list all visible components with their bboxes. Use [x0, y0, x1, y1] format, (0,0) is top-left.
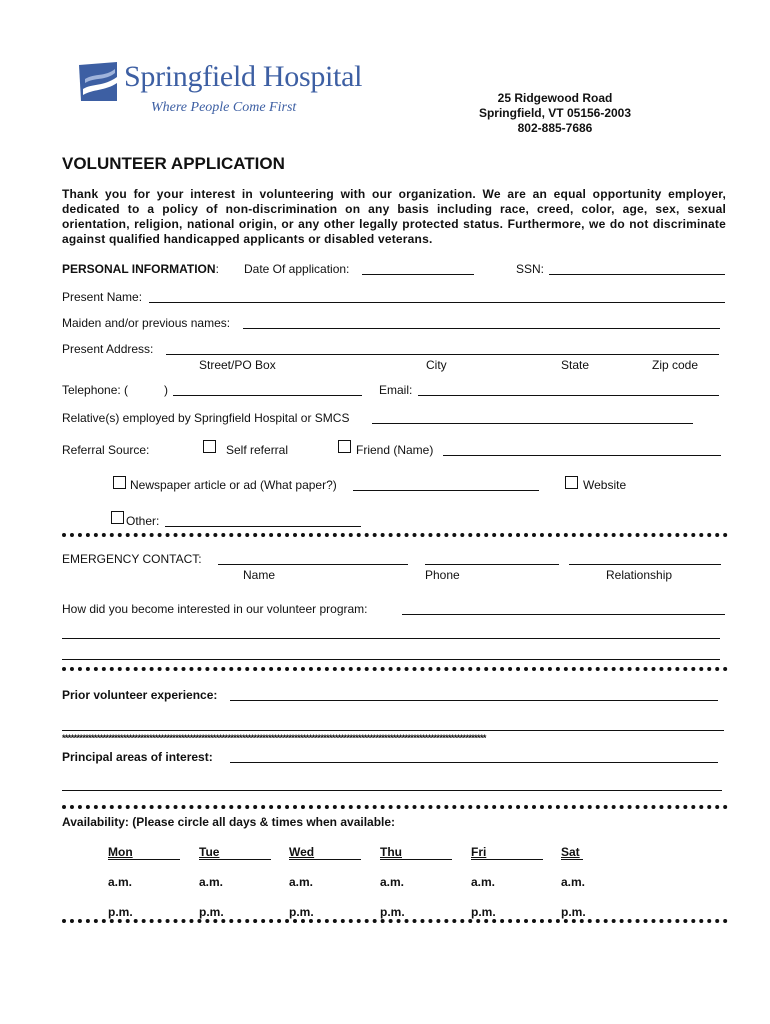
newspaper-label: Newspaper article or ad (What paper?) — [130, 478, 337, 492]
emergency-phone-field[interactable] — [425, 564, 559, 565]
intro-paragraph: Thank you for your interest in volunteering with our organization. We are an equal opportunity employer, dedicated to a policy of non-discrimination on any basis including race, creed, color, age, sex, sexual orientation, religion, national origin, or any other legally protected status. Furthermore, we do not discriminate against qualified handicapped applicants or disabled veterans. — [62, 187, 726, 246]
website-label: Website — [583, 478, 627, 492]
areas-of-interest-field-2[interactable] — [62, 790, 722, 791]
am-mon[interactable]: a.m. — [108, 875, 133, 889]
friend-checkbox[interactable] — [338, 440, 351, 453]
ssn-field[interactable] — [549, 274, 725, 275]
pm-sat[interactable]: p.m. — [561, 905, 586, 919]
am-sat[interactable]: a.m. — [561, 875, 586, 889]
personal-info-heading — [62, 262, 219, 276]
emergency-phone-sublabel: Phone — [425, 568, 460, 582]
day-underline — [199, 859, 271, 860]
street-sublabel: Street/PO Box — [199, 358, 276, 372]
page-title: VOLUNTEER APPLICATION — [62, 154, 285, 173]
emergency-name-field[interactable] — [218, 564, 408, 565]
address-line-1: 25 Ridgewood Road — [497, 91, 613, 105]
zip-sublabel: Zip code — [652, 358, 699, 372]
personal-info-label: PERSONAL INFORMATION — [62, 262, 216, 276]
friend-name-field[interactable] — [443, 455, 721, 456]
friend-label: Friend (Name) — [356, 443, 434, 457]
emergency-relationship-field[interactable] — [569, 564, 721, 565]
asterisk-divider: ************************************************************************************************************************************************** — [62, 733, 486, 743]
day-underline — [108, 859, 180, 860]
pm-fri[interactable]: p.m. — [471, 905, 496, 919]
other-field[interactable] — [165, 526, 361, 527]
email-field[interactable] — [418, 395, 719, 396]
personal-info-colon: : — [215, 262, 219, 276]
prior-experience-field-2[interactable] — [62, 730, 724, 731]
present-name-field[interactable] — [149, 302, 725, 303]
day-fri: Fri — [471, 845, 487, 859]
day-underline — [561, 859, 583, 860]
section-divider — [62, 533, 728, 537]
maiden-name-label: Maiden and/or previous names: — [62, 316, 231, 330]
telephone-paren-close: ) — [164, 383, 168, 397]
prior-experience-field-1[interactable] — [230, 700, 718, 701]
am-thu[interactable]: a.m. — [380, 875, 405, 889]
areas-of-interest-label: Principal areas of interest: — [62, 750, 213, 764]
interest-field-line-3[interactable] — [62, 659, 720, 660]
am-wed[interactable]: a.m. — [289, 875, 314, 889]
ssn-label: SSN: — [516, 262, 545, 276]
address-field[interactable] — [166, 354, 719, 355]
pm-wed[interactable]: p.m. — [289, 905, 314, 919]
other-checkbox[interactable] — [111, 511, 124, 524]
day-underline — [471, 859, 543, 860]
prior-experience-label: Prior volunteer experience: — [62, 688, 218, 702]
emergency-relationship-sublabel: Relationship — [606, 568, 673, 582]
address-label: Present Address: — [62, 342, 154, 356]
interest-field-line-2[interactable] — [62, 638, 720, 639]
relatives-label: Relative(s) employed by Springfield Hospital or SMCS — [62, 411, 350, 425]
pm-mon[interactable]: p.m. — [108, 905, 133, 919]
logo-wordmark: Springfield Hospital — [124, 60, 363, 93]
pm-tue[interactable]: p.m. — [199, 905, 224, 919]
am-fri[interactable]: a.m. — [471, 875, 496, 889]
self-referral-checkbox[interactable] — [203, 440, 216, 453]
website-checkbox[interactable] — [565, 476, 578, 489]
newspaper-field[interactable] — [353, 490, 539, 491]
logo-tagline: Where People Come First — [151, 100, 297, 115]
section-divider — [62, 667, 728, 671]
maiden-name-field[interactable] — [243, 328, 720, 329]
telephone-label: Telephone: ( — [62, 383, 129, 397]
day-underline — [380, 859, 452, 860]
section-divider — [62, 919, 728, 923]
address-line-2: Springfield, VT 05156-2003 — [478, 106, 632, 120]
hospital-logo-icon — [77, 61, 121, 103]
telephone-field[interactable] — [173, 395, 362, 396]
present-name-label: Present Name: — [62, 290, 143, 304]
day-sat: Sat — [561, 845, 580, 859]
referral-label: Referral Source: — [62, 443, 150, 457]
city-sublabel: City — [426, 358, 447, 372]
day-thu: Thu — [380, 845, 402, 859]
day-mon: Mon — [108, 845, 133, 859]
day-wed: Wed — [289, 845, 315, 859]
day-tue: Tue — [199, 845, 220, 859]
other-label: Other: — [126, 514, 160, 528]
state-sublabel: State — [561, 358, 590, 372]
areas-of-interest-field-1[interactable] — [230, 762, 718, 763]
email-label: Email: — [379, 383, 413, 397]
date-field[interactable] — [362, 274, 474, 275]
emergency-contact-label: EMERGENCY CONTACT: — [62, 552, 202, 566]
date-label: Date Of application: — [244, 262, 350, 276]
interest-question-label: How did you become interested in our volunteer program: — [62, 602, 368, 616]
address-phone: 802-885-7686 — [517, 121, 593, 135]
interest-field-line-1[interactable] — [402, 614, 725, 615]
section-divider — [62, 805, 728, 809]
am-tue[interactable]: a.m. — [199, 875, 224, 889]
relatives-field[interactable] — [372, 423, 693, 424]
emergency-name-sublabel: Name — [243, 568, 276, 582]
self-referral-label: Self referral — [226, 443, 289, 457]
availability-label: Availability: (Please circle all days & times when available: — [62, 815, 396, 829]
pm-thu[interactable]: p.m. — [380, 905, 405, 919]
day-underline — [289, 859, 361, 860]
newspaper-checkbox[interactable] — [113, 476, 126, 489]
